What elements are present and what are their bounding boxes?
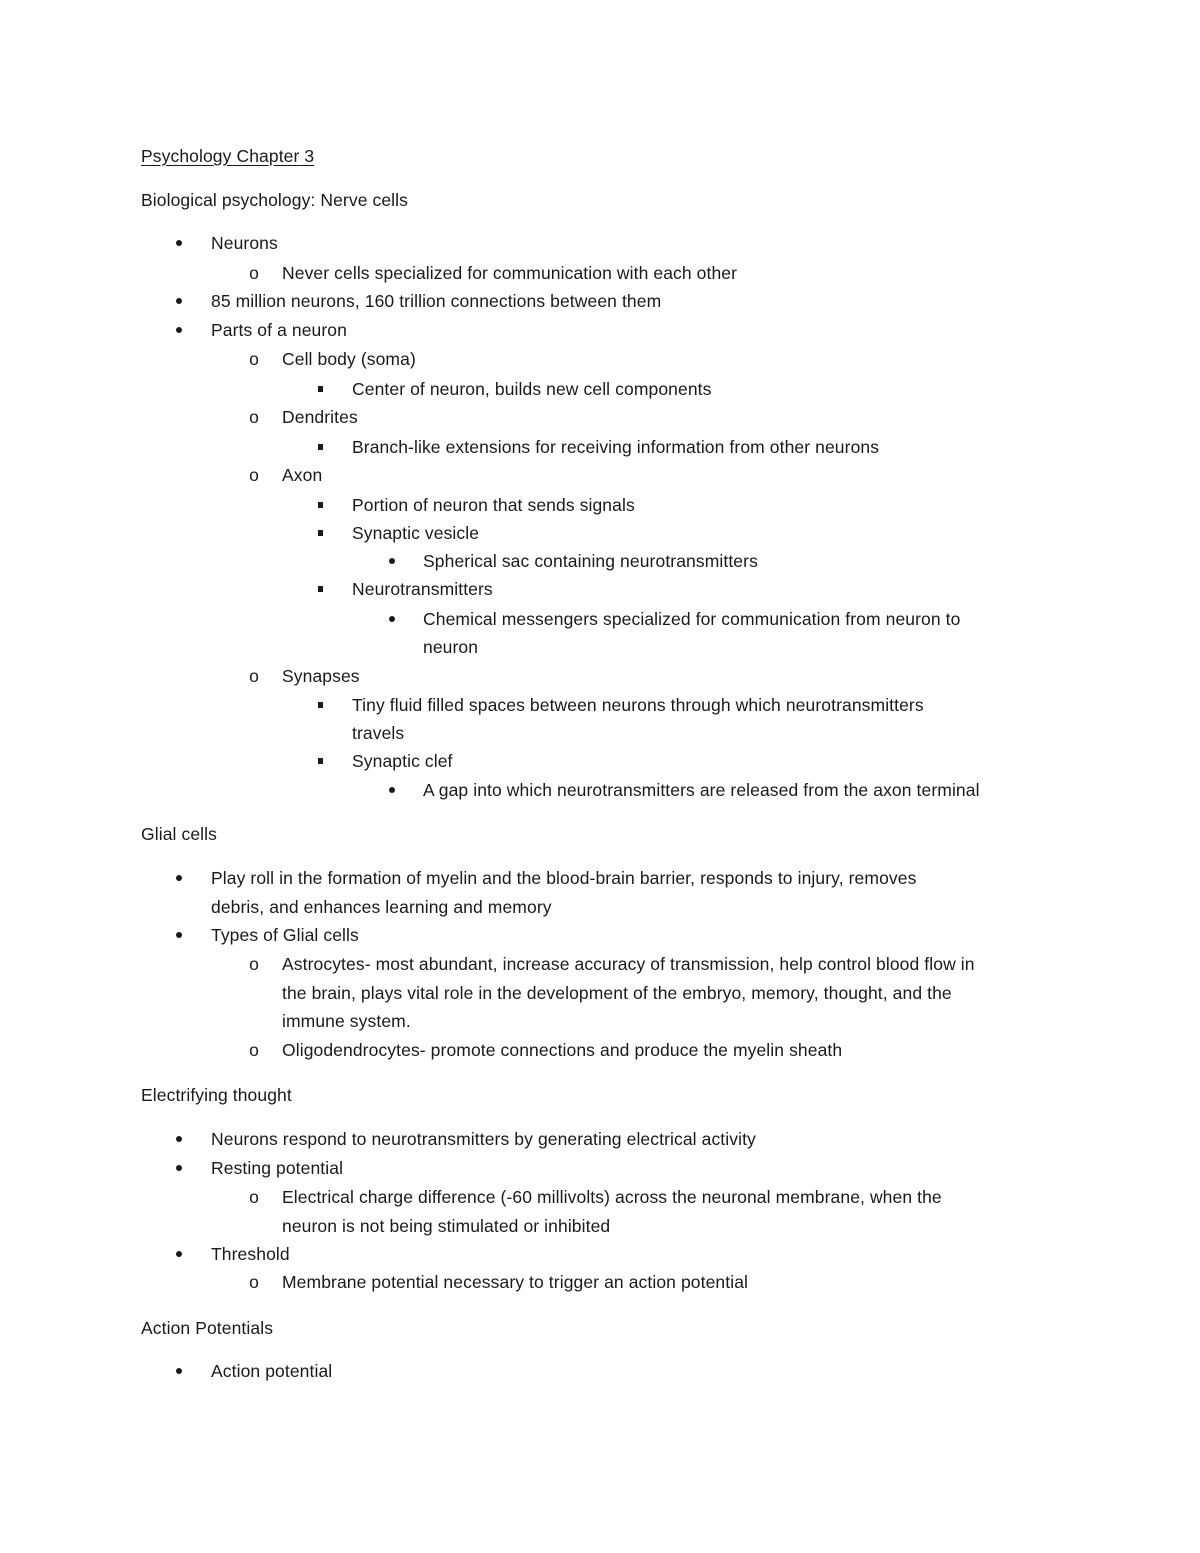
list-item: Synaptic vesicle	[352, 523, 480, 543]
list-item: Dendrites	[282, 407, 358, 427]
list-item: Threshold	[211, 1244, 290, 1264]
list-item: Portion of neuron that sends signals	[352, 495, 635, 515]
list-item: Resting potential	[211, 1158, 344, 1178]
bullet-icon	[176, 327, 182, 333]
list-item: Oligodendrocytes- promote connections and produce the myelin sheath	[282, 1040, 843, 1060]
list-item-continuation: travels	[352, 723, 405, 743]
list-item: 85 million neurons, 160 trillion connections between them	[211, 291, 662, 311]
list-item: Never cells specialized for communication with each other	[282, 263, 738, 283]
list-item: Spherical sac containing neurotransmitters	[423, 551, 758, 571]
list-item: Neurons respond to neurotransmitters by generating electrical activity	[211, 1129, 756, 1149]
bullet-icon	[318, 758, 323, 764]
bullet-icon	[318, 530, 323, 536]
bullet-icon: o	[249, 1040, 259, 1060]
bullet-icon	[318, 502, 323, 508]
list-item: Neurons	[211, 233, 278, 253]
list-item-continuation: neuron is not being stimulated or inhibited	[282, 1216, 611, 1236]
section-heading: Action Potentials	[141, 1318, 274, 1338]
list-item: Chemical messengers specialized for communication from neuron to	[423, 609, 961, 629]
list-item: A gap into which neurotransmitters are released from the axon terminal	[423, 780, 980, 800]
list-item: Tiny fluid filled spaces between neurons through which neurotransmitters	[352, 695, 924, 715]
list-item: Astrocytes- most abundant, increase accuracy of transmission, help control blood flow in	[282, 954, 975, 974]
list-item-continuation: the brain, plays vital role in the development of the embryo, memory, thought, and the	[282, 983, 952, 1003]
section-heading: Electrifying thought	[141, 1085, 292, 1105]
bullet-icon	[318, 702, 323, 708]
bullet-icon	[176, 240, 182, 246]
bullet-icon: o	[249, 465, 259, 485]
bullet-icon	[176, 1368, 182, 1374]
list-item: Neurotransmitters	[352, 579, 493, 599]
bullet-icon	[389, 787, 395, 793]
list-item: Synapses	[282, 666, 360, 686]
bullet-icon	[389, 558, 395, 564]
bullet-icon: o	[249, 263, 259, 283]
list-item: Center of neuron, builds new cell components	[352, 379, 712, 399]
page-title: Psychology Chapter 3	[141, 146, 315, 166]
list-item: Synaptic clef	[352, 751, 453, 771]
list-item: Action potential	[211, 1361, 333, 1381]
section-heading: Glial cells	[141, 824, 217, 844]
bullet-icon	[176, 1165, 182, 1171]
list-item: Axon	[282, 465, 323, 485]
list-item: Cell body (soma)	[282, 349, 416, 369]
bullet-icon: o	[249, 666, 259, 686]
bullet-icon: o	[249, 1187, 259, 1207]
bullet-icon	[318, 444, 323, 450]
list-item: Electrical charge difference (-60 millivolts) across the neuronal membrane, when the	[282, 1187, 942, 1207]
bullet-icon	[176, 298, 182, 304]
bullet-icon	[176, 932, 182, 938]
list-item: Parts of a neuron	[211, 320, 347, 340]
bullet-icon	[318, 386, 323, 392]
list-item: Play roll in the formation of myelin and the blood-brain barrier, responds to injury, removes	[211, 868, 917, 888]
list-item: Branch-like extensions for receiving information from other neurons	[352, 437, 880, 457]
bullet-icon: o	[249, 954, 259, 974]
bullet-icon	[176, 875, 182, 881]
bullet-icon	[318, 586, 323, 592]
bullet-icon: o	[249, 349, 259, 369]
bullet-icon: o	[249, 1272, 259, 1292]
section-heading: Biological psychology: Nerve cells	[141, 190, 408, 210]
bullet-icon	[176, 1136, 182, 1142]
bullet-icon	[176, 1251, 182, 1257]
bullet-icon: o	[249, 407, 259, 427]
list-item: Types of Glial cells	[211, 925, 359, 945]
list-item-continuation: immune system.	[282, 1011, 411, 1031]
bullet-icon	[389, 616, 395, 622]
list-item-continuation: neuron	[423, 637, 479, 657]
list-item-continuation: debris, and enhances learning and memory	[211, 897, 552, 917]
list-item: Membrane potential necessary to trigger an action potential	[282, 1272, 749, 1292]
